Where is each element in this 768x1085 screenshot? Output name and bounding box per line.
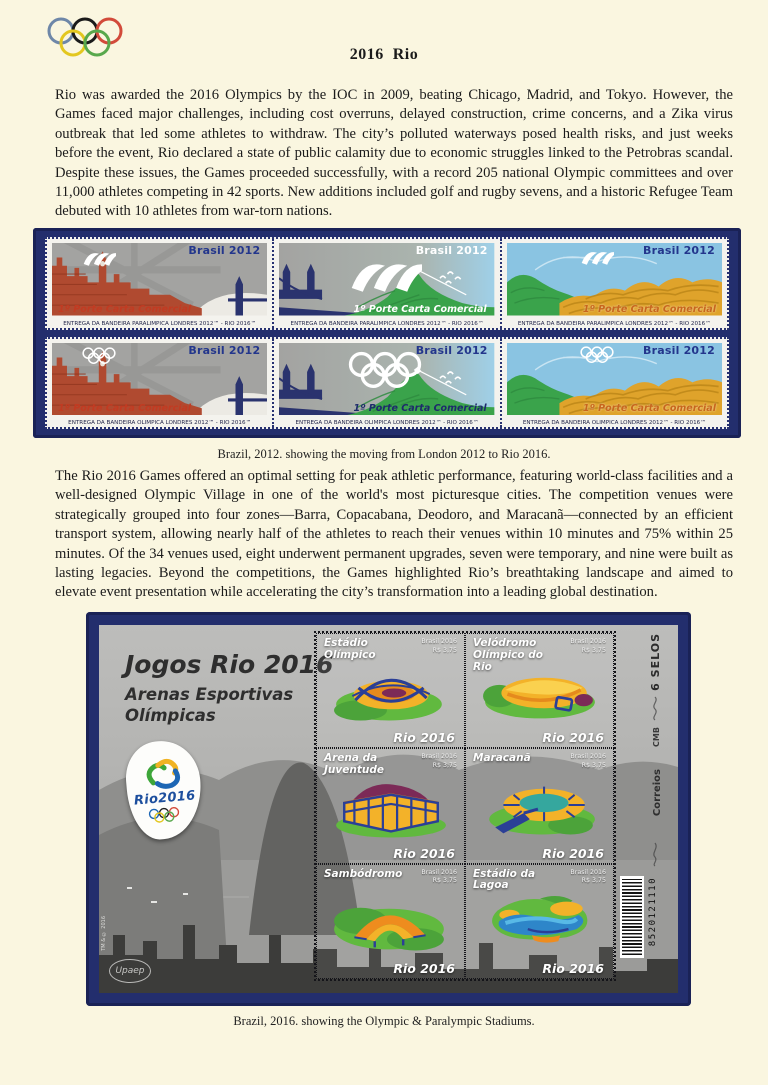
stamp-strips-wrap	[45, 237, 729, 429]
correios-logo-text: Correios	[652, 769, 663, 817]
stamp-art	[323, 654, 458, 730]
strips-caption: Brazil, 2012. showing the moving from London 2012 to Rio 2016.	[217, 447, 551, 461]
stamp-country-year: Brasil 2012	[188, 244, 261, 257]
stamp-denomination: 1º Porte Carta Comercial	[353, 403, 487, 414]
stamp-handover-text: ENTREGA DA BANDEIRA PARALÍMPICA LONDRES 2012™ - RIO 2016™	[290, 320, 484, 327]
sheet-title-line3: Olímpicas	[125, 705, 216, 725]
sheet-stamp-sambodromo	[316, 864, 465, 979]
stamp-handover-text: ENTREGA DA BANDEIRA PARALÍMPICA LONDRES 2012™ - RIO 2016™	[517, 320, 711, 327]
olympic-rings-icon	[82, 347, 116, 364]
stamp-art	[472, 769, 607, 845]
rio2016-badge-text: Rio2016	[133, 787, 197, 809]
sheet-stamp-arena-juventude	[316, 748, 465, 863]
designer-signature	[650, 695, 660, 726]
stamp-footer: Rio 2016	[542, 730, 604, 746]
sheet-stamp-estadio-lagoa	[465, 864, 614, 979]
stamp-footer: Rio 2016	[393, 961, 455, 976]
stamp-art-transition	[279, 343, 494, 416]
stamp-handover-text: ENTREGA DA BANDEIRA OLÍMPICA LONDRES 2012™ - RIO 2016™	[522, 420, 706, 426]
stamp-denomination: 1º Porte Carta Comercial	[353, 303, 487, 315]
stamp-bridge-mountain	[272, 239, 499, 328]
stamp-strip-olympic	[45, 337, 729, 430]
maracana-pictogram	[479, 774, 601, 840]
stamp-london	[47, 339, 272, 428]
sheet-title-line1: Jogos Rio 2016	[125, 650, 334, 679]
stamp-copacabana	[500, 339, 727, 428]
stamp-country-year: Brasil 2012	[415, 343, 488, 357]
stamp-meta-value: R$ 3,75	[432, 761, 457, 769]
stamp-footer: Rio 2016	[393, 730, 455, 746]
sheet-stamp-velodromo	[465, 633, 614, 748]
sheet-title-line2: Arenas Esportivas	[125, 684, 294, 704]
venues-paragraph: The Rio 2016 Games offered an optimal setting for peak athletic performance, featuring world-class facilities and a well-designed Olympic Village in one of the world's most picturesque cities. The competition venues were strategically grouped into four zones—Barra, Copacabana, Deodoro, and Maracanã—connected by an efficient transport system, allowing nearly half of the athletes to reach their venues within 10 minutes and 75% within 25 minutes. Of the 34 venues used, eight underwent permanent upgrades, seven were temporary, and nine were built as lasting legacies. Beyond the competitions, the Games highlighted Rio’s breathtaking landscape and aimed to elevate event presentation while accelerating the city’s transformation into a leading global destination.	[55, 468, 733, 601]
page-title: 2016 Rio	[349, 46, 419, 63]
paralympic-agitos-icon	[580, 246, 614, 266]
barcode	[620, 876, 644, 958]
selos-count-label: 6 SELOS	[649, 633, 662, 691]
stamp-denomination: 1º Porte Carta Comercial	[582, 303, 716, 315]
stamp-denomination: 1º Porte Carta Comercial	[58, 303, 192, 315]
stamp-meta-country: Brasil 2016	[570, 868, 606, 876]
estadio-lagoa-pictogram	[479, 890, 601, 956]
stamp-name: Estádio da Lagoa	[473, 867, 536, 892]
sheet-stamp-grid	[314, 631, 616, 981]
intro-paragraph: Rio was awarded the 2016 Olympics by the IOC in 2009, beating Chicago, Madrid, and Tokyo. However, the Games faced major challenges, including cost overruns, delayed construction, crime concerns, and a Zika virus outbreak that led some athletes to withdraw. The city’s polluted waterways posed health risks, and just weeks before the event, Rio declared a state of public calamity due to economic struggles linked to the Petrobras scandal. Despite these issues, the Games proceeded successfully, with a record 205 national Olympic committees and over 11,000 athletes competing in 42 sports. New additions included golf and rugby sevens, and a historic Refugee Team debuted with 10 athletes from war-torn nations.	[55, 87, 733, 220]
olympic-rings-icon	[580, 346, 614, 363]
cmb-mint-mark: CMB	[652, 727, 661, 747]
stamp-country-year: Brasil 2012	[415, 244, 488, 257]
stamp-meta	[421, 753, 457, 770]
stamp-meta-value: R$ 3,75	[581, 646, 606, 654]
stamp-bridge-mountain	[272, 339, 499, 428]
paralympic-agitos-icon	[348, 251, 422, 295]
stamp-handover-text: ENTREGA DA BANDEIRA OLÍMPICA LONDRES 2012™ - RIO 2016™	[295, 420, 479, 426]
souvenir-sheet-panel	[86, 612, 691, 1006]
olympic-rings-icon	[348, 351, 422, 388]
stamp-art	[472, 885, 607, 961]
stamp-denomination: 1º Porte Carta Comercial	[582, 403, 716, 414]
olympic-rings-icon	[147, 805, 186, 824]
stamp-meta-country: Brasil 2016	[421, 753, 457, 761]
stamp-art-rio	[507, 243, 722, 316]
stamp-art-transition	[279, 243, 494, 316]
stamp-meta-country: Brasil 2016	[570, 638, 606, 645]
stamp-name: Velódromo Olímpico do Rio	[473, 637, 544, 673]
stamp-country-year: Brasil 2012	[188, 343, 261, 357]
stamp-name: Estádio Olímpico	[324, 637, 376, 661]
stamp-footer: Rio 2016	[542, 845, 604, 861]
estadio-olimpico-pictogram	[330, 659, 452, 725]
stamp-country-year: Brasil 2012	[643, 244, 715, 257]
stamp-footer: Rio 2016	[393, 845, 455, 861]
arena-juventude-pictogram	[330, 774, 452, 840]
stamp-copacabana	[500, 239, 727, 328]
stamp-country-year: Brasil 2012	[643, 343, 715, 357]
stamp-london	[47, 239, 272, 328]
sheet-caption: Brazil, 2016. showing the Olympic & Paralympic Stadiums.	[233, 1014, 535, 1028]
stamp-name: Sambódromo	[324, 867, 403, 880]
sambodromo-pictogram	[330, 890, 452, 956]
upaep-emblem: Upaep	[109, 959, 151, 983]
stamp-art-london	[52, 243, 267, 316]
stamp-art	[323, 885, 458, 961]
stamp-meta	[570, 638, 606, 655]
souvenir-sheet	[99, 625, 678, 993]
sheet-stamp-maracana	[465, 748, 614, 863]
paralympic-agitos-icon	[82, 247, 116, 267]
stamp-meta	[421, 638, 457, 655]
stamp-handover-text: ENTREGA DA BANDEIRA OLÍMPICA LONDRES 2012™ - RIO 2016™	[68, 420, 252, 426]
stamp-art-london	[52, 343, 267, 416]
stamp-art	[323, 769, 458, 845]
stamp-footer: Rio 2016	[542, 961, 604, 976]
stamp-meta-value: R$ 3,75	[581, 761, 606, 769]
stamp-meta-value: R$ 3,75	[581, 877, 606, 885]
stamp-meta	[421, 869, 457, 886]
barcode-number: 8520121110	[648, 877, 658, 947]
stamp-meta	[570, 753, 606, 770]
stamp-denomination: 1º Porte Carta Comercial	[58, 403, 192, 414]
velodromo-pictogram	[479, 659, 601, 725]
stamp-handover-text: ENTREGA DA BANDEIRA PARALÍMPICA LONDRES 2012™ - RIO 2016™	[63, 320, 257, 327]
stamp-name: Maracanã	[473, 752, 531, 765]
sheet-title-block	[125, 651, 333, 725]
stamp-name: Arena da Juventude	[324, 752, 384, 777]
copyright-text: TM & © 2016	[101, 916, 107, 951]
rio2016-logo-icon	[141, 756, 184, 791]
stamp-meta	[570, 869, 606, 886]
stamp-strips-panel	[33, 228, 741, 438]
stamp-meta-country: Brasil 2016	[421, 868, 457, 876]
barcode-bars	[622, 879, 642, 955]
stamp-meta-value: R$ 3,75	[432, 877, 457, 885]
engraver-signature	[650, 841, 660, 872]
stamp-meta-country: Brasil 2016	[570, 753, 606, 761]
stamp-meta-country: Brasil 2016	[421, 638, 457, 645]
stamp-art	[472, 654, 607, 730]
stamp-strip-paralympic	[45, 237, 729, 330]
stamp-art-rio	[507, 343, 722, 416]
stamp-meta-value: R$ 3,75	[432, 646, 457, 654]
sheet-stamp-estadio-olimpico	[316, 633, 465, 748]
